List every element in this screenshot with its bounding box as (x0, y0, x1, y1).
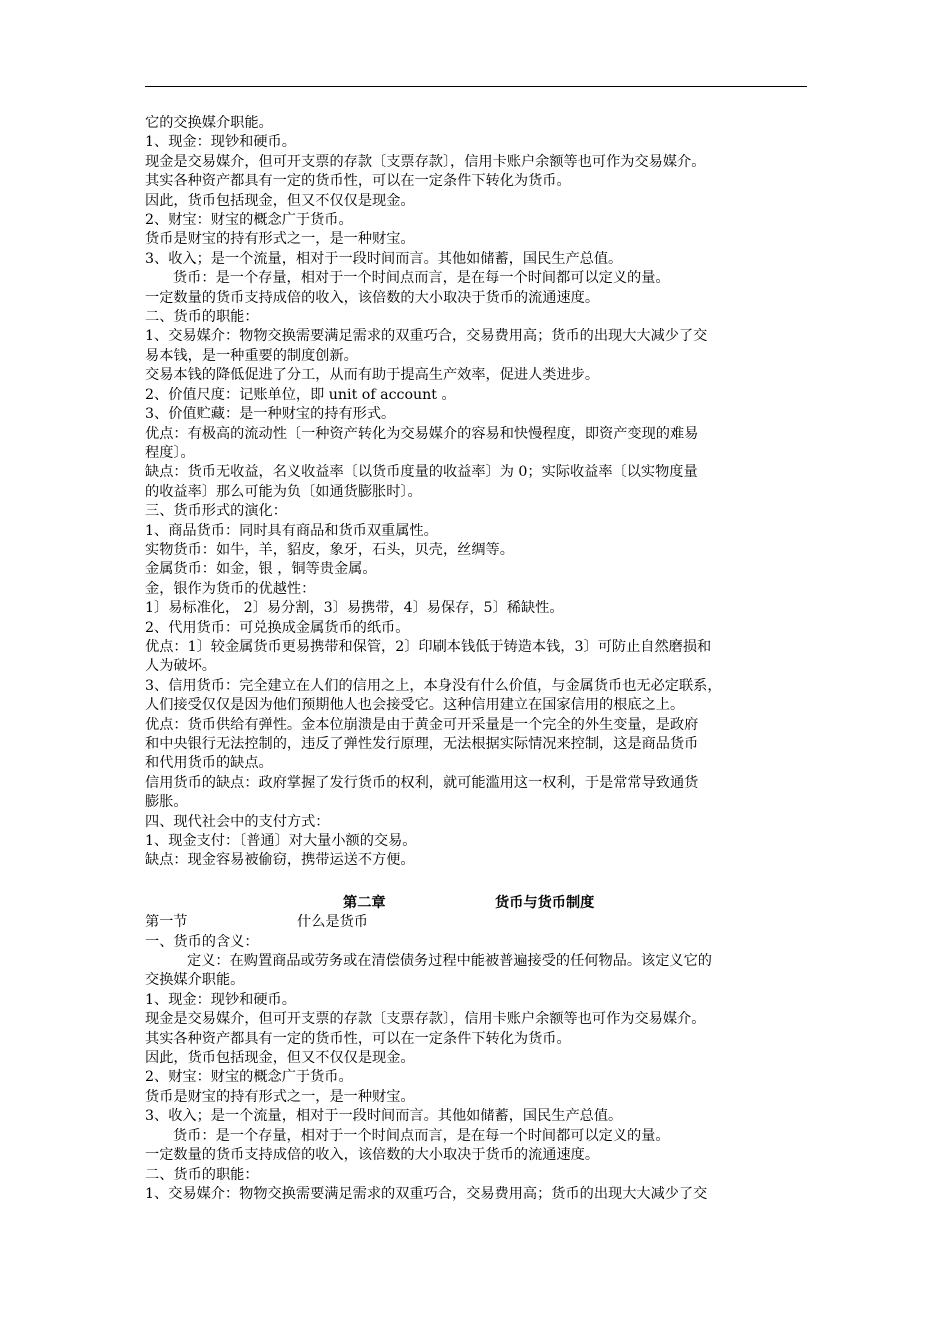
text-line: 三、货币形式的演化： (145, 503, 287, 520)
section-title: 什么是货币 (297, 914, 368, 931)
text-line: 一定数量的货币支持成倍的收入，该倍数的大小取决于货币的流通速度。 (145, 1147, 600, 1164)
text-line: 膨胀。 (145, 794, 188, 811)
text-line: 二、货币的职能： (145, 309, 259, 326)
text-line: 的收益率〕那么可能为负〔如通货膨胀时〕。 (145, 483, 422, 500)
text-line: 3、价值贮藏：是一种财宝的持有形式。 (145, 406, 396, 423)
text-line: 交换媒介职能。 (145, 972, 245, 989)
text-line: 货币：是一个存量，相对于一个时间点而言，是在每一个时间都可以定义的量。 (173, 1127, 670, 1144)
section-number: 第一节 (145, 914, 188, 931)
text-line: 因此，货币包括现金，但又不仅仅是现金。 (145, 1050, 415, 1067)
text-line: 1、商品货币：同时具有商品和货币双重属性。 (145, 522, 438, 539)
text-line: 实物货币：如牛，羊，貂皮，象牙，石头，贝壳，丝绸等。 (145, 541, 514, 558)
text-line: 1、交易媒介：物物交换需要满足需求的双重巧合，交易费用高；货币的出现大大减少了交 (145, 328, 708, 345)
text-line: 现金是交易媒介，但可开支票的存款〔支票存款〕，信用卡账户余额等也可作为交易媒介。 (145, 153, 706, 170)
text-line: 人为破坏。 (145, 658, 216, 675)
text-line: 货币：是一个存量，相对于一个时间点而言，是在每一个时间都可以定义的量。 (173, 270, 670, 287)
text-line: 2、价值尺度：记账单位，即 unit of account 。 (145, 386, 456, 403)
text-line: 金属货币：如金，银 ，铜等贵金属。 (145, 561, 377, 578)
text-line: 金，银作为货币的优越性： (145, 580, 316, 597)
text-line: 缺点：现金容易被偷窃，携带运送不方便。 (145, 852, 415, 869)
text-line: 其实各种资产都具有一定的货币性，可以在一定条件下转化为货币。 (145, 173, 571, 190)
spacer (145, 871, 820, 894)
text-line: 定义：在购置商品或劳务或在清偿债务过程中能被普遍接受的任何物品。该定义它的 (187, 953, 712, 970)
text-line: 信用货币的缺点：政府掌握了发行货币的权利，就可能滥用这一权利，于是常常导致通货 (145, 774, 699, 791)
text-line: 和中央银行无法控制的，违反了弹性发行原理，无法根据实际情况来控制，这是商品货币 (145, 736, 699, 752)
text-line: 货币是财宝的持有形式之一，是一种财宝。 (145, 231, 415, 248)
text-line: 2、财宝：财宝的概念广于货币。 (145, 1069, 353, 1086)
text-line: 它的交换媒介职能。 (145, 115, 273, 131)
text-line: 3、收入；是一个流量，相对于一段时间而言。其他如储蓄，国民生产总值。 (145, 250, 623, 267)
text-line: 1、现金：现钞和硬币。 (145, 134, 296, 151)
chapter-title: 货币与货币制度 (495, 894, 595, 911)
text-line: 二、货币的职能： (145, 1166, 259, 1183)
text-line: 2、代用货币：可兑换成金属货币的纸币。 (145, 619, 410, 636)
text-line: 一定数量的货币支持成倍的收入，该倍数的大小取决于货币的流通速度。 (145, 289, 600, 306)
text-line: 1、现金：现钞和硬币。 (145, 991, 296, 1008)
text-line: 现金是交易媒介，但可开支票的存款〔支票存款〕，信用卡账户余额等也可作为交易媒介。 (145, 1011, 706, 1028)
text-line: 1〕易标准化， 2〕易分割，3〕易携带，4〕易保存，5〕稀缺性。 (145, 600, 564, 617)
text-line: 3、信用货币：完全建立在人们的信用之上，本身没有什么价值，与金属货币也无必定联系， (145, 677, 722, 694)
text-line: 优点：1〕较金属货币更易携带和保管，2〕印刷本钱低于铸造本钱，3〕可防止自然磨损和 (145, 638, 712, 655)
header-rule (145, 86, 807, 87)
text-line: 程度〕。 (145, 444, 195, 461)
text-line: 3、收入；是一个流量，相对于一段时间而言。其他如储蓄，国民生产总值。 (145, 1108, 623, 1125)
text-line: 缺点：货币无收益，名义收益率〔以货币度量的收益率〕为 0；实际收益率〔以实物度量 (145, 464, 698, 481)
text-line: 优点：有极高的流动性〔一种资产转化为交易媒介的容易和快慢程度，即资产变现的难易 (145, 425, 699, 442)
chapter-number: 第二章 (343, 894, 386, 911)
text-line: 和代用货币的缺点。 (145, 755, 273, 772)
text-line: 交易本钱的降低促进了分工，从而有助于提高生产效率，促进人类进步。 (145, 367, 600, 384)
text-line: 易本钱，是一种重要的制度创新。 (145, 347, 358, 364)
text-line: 其实各种资产都具有一定的货币性，可以在一定条件下转化为货币。 (145, 1030, 571, 1047)
text-line: 货币是财宝的持有形式之一，是一种财宝。 (145, 1088, 415, 1105)
document-body (145, 114, 820, 1204)
chapter-heading (145, 894, 820, 913)
text-line: 一、货币的含义： (145, 933, 259, 950)
text-line: 1、现金支付：〔普通〕对大量小额的交易。 (145, 833, 417, 850)
text-line: 优点：货币供给有弹性。金本位崩溃是由于黄金可开采量是一个完全的外生变量，是政府 (145, 716, 699, 733)
text-line: 人们接受仅仅是因为他们预期他人也会接受它。这种信用建立在国家信用的根底之上。 (145, 697, 685, 714)
text-line: 因此，货币包括现金，但又不仅仅是现金。 (145, 192, 415, 209)
section-heading (145, 913, 820, 932)
text-line: 2、财宝：财宝的概念广于货币。 (145, 212, 353, 229)
text-line: 1、交易媒介：物物交换需要满足需求的双重巧合，交易费用高；货币的出现大大减少了交 (145, 1185, 708, 1202)
text-line: 四、现代社会中的支付方式： (145, 813, 330, 830)
